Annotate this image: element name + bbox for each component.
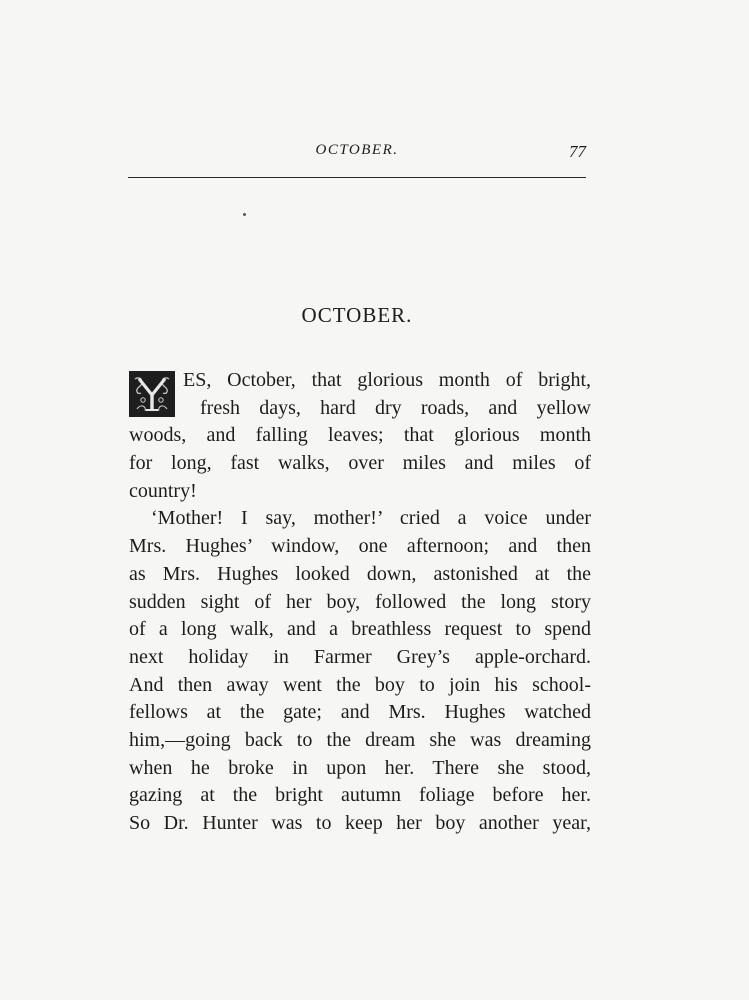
ink-speck xyxy=(243,213,246,216)
text-line: woods, and falling leaves; that glorious month xyxy=(129,424,591,447)
text-line: sudden sight of her boy, followed the long story xyxy=(129,590,591,613)
text-line: ES, October, that glorious month of bright, xyxy=(183,369,591,391)
text-line: And then away went the boy to join his school- xyxy=(129,673,591,696)
text-line: him,—going back to the dream she was dreaming xyxy=(129,728,591,751)
chapter-title: OCTOBER. xyxy=(301,303,413,327)
running-head xyxy=(128,140,586,164)
text-line: fresh days, hard dry roads, and yellow xyxy=(200,396,591,419)
text-line: for long, fast walks, over miles and miles of xyxy=(129,452,591,475)
text-line: So Dr. Hunter was to keep her boy another year, xyxy=(129,812,591,834)
header-rule xyxy=(128,177,586,178)
running-head-title: OCTOBER. xyxy=(315,142,399,158)
page-number: 77 xyxy=(569,142,586,161)
text-line: next holiday in Farmer Grey’s apple-orchard. xyxy=(129,645,591,668)
text-line: fellows at the gate; and Mrs. Hughes watched xyxy=(129,701,591,724)
text-line: country! xyxy=(129,479,197,502)
text-line: Mrs. Hughes’ window, one afternoon; and then xyxy=(129,535,591,558)
text-line: as Mrs. Hughes looked down, astonished at the xyxy=(129,562,591,585)
body-text xyxy=(129,367,591,838)
text-line: ‘Mother! I say, mother!’ cried a voice under xyxy=(151,507,591,530)
text-line: gazing at the bright autumn foliage before her. xyxy=(129,784,591,807)
text-line: of a long walk, and a breathless request to spend xyxy=(129,618,591,641)
text-line: when he broke in upon her. There she stood, xyxy=(129,756,591,779)
